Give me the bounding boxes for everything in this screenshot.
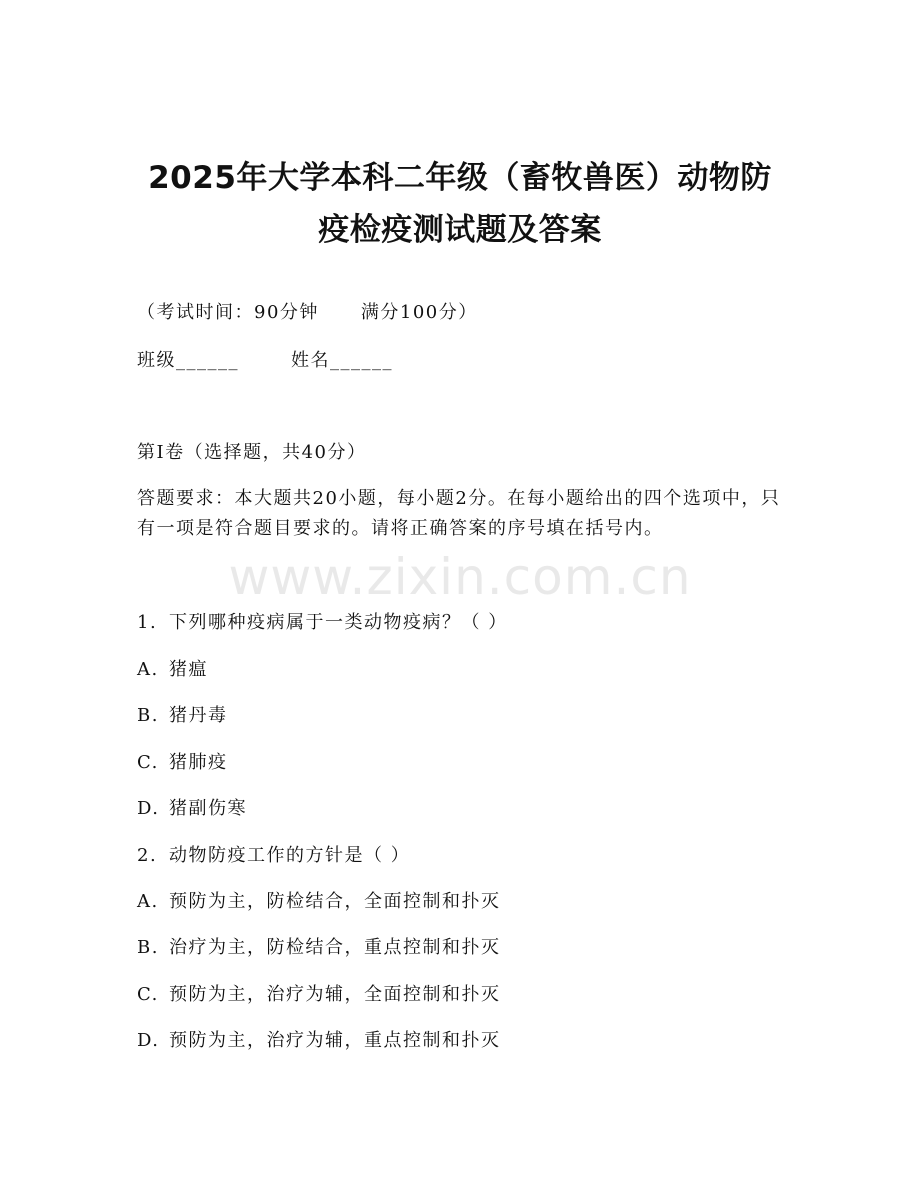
full-score: 满分100分） <box>360 302 478 323</box>
option-letter: C. <box>137 984 159 1005</box>
watermark: www.zixin.com.cn <box>228 548 692 606</box>
question-2-stem <box>137 843 410 869</box>
instructions: 答题要求：本大题共20小题，每小题2分。在每小题给出的四个选项中，只有一项是符合题目要求的。请将正确答案的序号填在括号内。 <box>137 488 781 539</box>
title-line-1: 2025年大学本科二年级（畜牧兽医）动物防 <box>148 160 772 196</box>
question-1-stem <box>137 610 508 636</box>
question-2-option-b[interactable] <box>137 935 501 961</box>
option-letter: A. <box>137 891 159 912</box>
option-text: 预防为主，治疗为辅，重点控制和扑灭 <box>169 1030 501 1051</box>
exam-info <box>137 300 478 326</box>
option-text: 猪瘟 <box>169 659 208 680</box>
option-text: 预防为主，防检结合，全面控制和扑灭 <box>169 891 501 912</box>
name-field[interactable]: 姓名______ <box>291 350 393 371</box>
option-text: 治疗为主，防检结合，重点控制和扑灭 <box>169 937 501 958</box>
question-text: 下列哪种疫病属于一类动物疫病？（ ） <box>169 612 508 633</box>
option-letter: B. <box>137 937 159 958</box>
question-1-option-c[interactable] <box>137 750 228 776</box>
option-letter: B. <box>137 705 159 726</box>
title-line-2: 疫检疫测试题及答案 <box>318 212 602 248</box>
question-number: 1. <box>137 612 158 633</box>
question-number: 2. <box>137 845 158 866</box>
page-title <box>0 152 920 256</box>
student-info-row <box>137 348 393 374</box>
exam-time: （考试时间：90分钟 <box>137 302 319 323</box>
option-text: 猪副伤寒 <box>169 798 247 819</box>
question-1-option-a[interactable] <box>137 657 208 683</box>
option-text: 猪肺疫 <box>169 752 228 773</box>
option-letter: C. <box>137 752 159 773</box>
option-text: 猪丹毒 <box>169 705 228 726</box>
option-text: 预防为主，治疗为辅，全面控制和扑灭 <box>169 984 501 1005</box>
option-letter: D. <box>137 798 160 819</box>
question-2-option-d[interactable] <box>137 1028 501 1054</box>
section-heading: 第I卷（选择题，共40分） <box>137 442 367 463</box>
question-1-option-b[interactable] <box>137 703 228 729</box>
option-letter: D. <box>137 1030 160 1051</box>
question-1-option-d[interactable] <box>137 796 247 822</box>
question-2-option-c[interactable] <box>137 982 501 1008</box>
class-field[interactable]: 班级______ <box>137 350 239 371</box>
question-text: 动物防疫工作的方针是（ ） <box>169 845 411 866</box>
question-2-option-a[interactable] <box>137 889 501 915</box>
option-letter: A. <box>137 659 159 680</box>
